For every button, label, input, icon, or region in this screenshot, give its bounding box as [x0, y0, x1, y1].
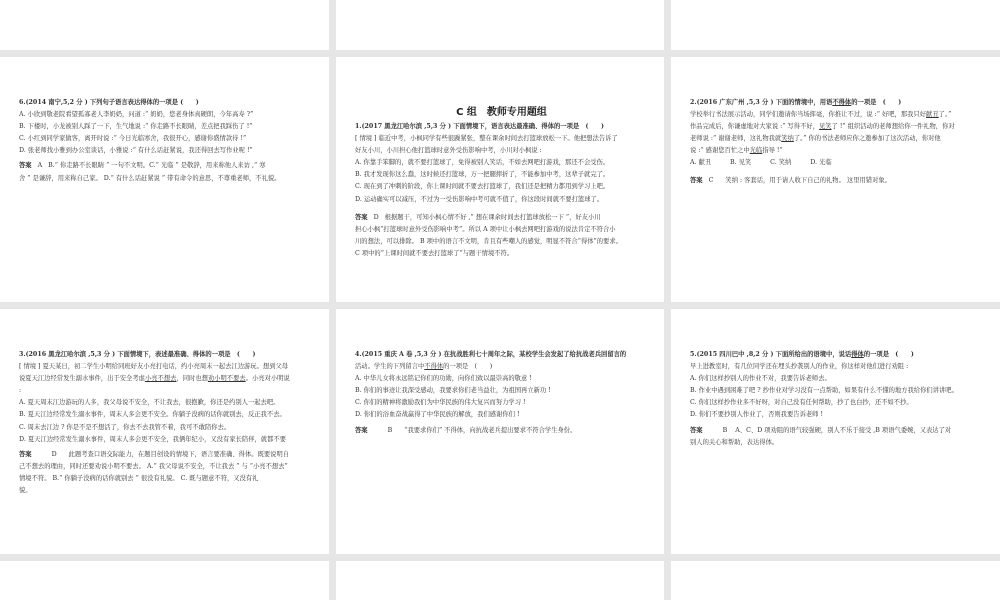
context-line	[690, 145, 984, 157]
answer-line	[690, 175, 984, 187]
option-b: B. 夏天江边经常发生溺水事件，周末人多会更不安全。你躺子没病的话你就别去，反正我不去。	[19, 411, 286, 419]
context-line: 好友小川，小川担心他打篮球时意外受伤影响中考，小川对小枫说 :	[355, 147, 542, 155]
underlined-term: 得体	[851, 351, 864, 358]
context-text: 说 :“ 感谢您百忙之中	[690, 147, 750, 155]
underlined-term: 不得体	[832, 99, 852, 106]
slide-top-middle	[336, 0, 664, 50]
answer-choice: D	[373, 213, 379, 221]
answer-choice: B	[722, 426, 728, 434]
slide-question-3[interactable]	[0, 309, 329, 554]
option-d: D. 运动确实可以减压，不过为一受伤影响中考可就不值了，你这段时间就不要打篮球了。	[355, 195, 604, 203]
context-line: [ 情境 ] 夏天某日，初二学生小明给同班好友小亮打电话，约小亮周末一起去江边游玩。想到父母	[19, 363, 289, 371]
slide-top-left	[0, 0, 329, 50]
context-text: 的一项是 ( )	[443, 363, 493, 371]
answer-line	[19, 160, 313, 172]
question-stem-text: 5.(2015 四川巴中 ,8,2 分 ) 下面所给出的语境中，说话	[690, 351, 852, 358]
answer-label: 答案	[355, 426, 368, 434]
underlined-term: 献丑	[926, 111, 939, 119]
answer-explanation: 己不想去的理由，同时还要劝说小明不要去。 A.“ 我父母说不安全，不让我去 ” 与 “小亮不想去”	[19, 462, 288, 470]
answer-explanation: 此题考查口语交际能力，在题目创设的情境下，语言要准确、得体。既要说明自	[68, 450, 290, 458]
context-text: 。小亮对小明说	[245, 375, 290, 383]
context-line	[690, 133, 984, 145]
context-text: 学校举行书法展示活动，同学们邀请你当场挥毫，你推让不过，说 :“ 好吧，那我只好	[690, 111, 927, 119]
answer-line	[355, 425, 648, 437]
answer-explanation: A、C、D 项劝阻的语气较强硬，别人不乐于接受 ,B 项语气委婉，又表达了对	[735, 426, 952, 434]
answer-explanation: 情境不符。 B.“ 你躺子没病的话你就别去 ” 很没有礼貌。 C. 既与题意不符，又没有礼	[19, 474, 259, 482]
underlined-term: 不得体	[424, 363, 444, 371]
section-heading: C 组 教师专用题组	[456, 107, 547, 118]
question-stem-tail: 的一项是 ( )	[851, 99, 902, 106]
question-stem: 3.(2016 黑龙江哈尔滨 ,5,3 分 ) 下面情境下，表述最准确、得体的一项是 ( )	[19, 351, 256, 358]
option-b: B. 我才发现你这么蠢，这时候还打篮球，万一把腿摔折了，不能参加中考，这辈子就完了。	[355, 171, 610, 179]
slide-question-5[interactable]	[671, 309, 1000, 554]
underlined-term: 小亮不想去	[144, 375, 177, 383]
option-b: B. 作业中遇到困难了吧 ? 抄作业对学习没有一点帮助，如果有什么不懂的地方我给你们讲讲吧。	[690, 387, 958, 395]
answer-line	[19, 449, 313, 461]
answer-explanation: 根据题干，可知小枫心情不好 ,“ 想在课余时间去打篮球放松一下 ”，好友小川	[384, 213, 601, 221]
slide-question-4[interactable]	[336, 309, 664, 554]
answer-choice: D	[51, 450, 57, 458]
answer-explanation: 别人的关心和帮助，表达得体。	[690, 438, 779, 446]
slide-top-right	[671, 0, 1000, 50]
slide-question-6[interactable]	[0, 57, 329, 302]
answer-choice: B	[387, 426, 393, 434]
option-c: C. 现在到了冲刺的阶段，你上课时间就不要去打篮球了，我们还是把精力都用到学习上吧。	[355, 183, 610, 191]
question-stem: 1.(2017 黑龙江哈尔滨 ,5,3 分 ) 下面情境下，语言表达最准确、得体的一项是 ( )	[355, 123, 605, 130]
slide-bottom-middle	[336, 561, 664, 600]
slide-bottom-right	[671, 561, 1000, 600]
option-d: D. 张老师找小雅到办公室谈话，小雅说 :“ 有什么话赶紧说，我还得回去写作业呢 !”	[19, 147, 253, 155]
answer-explanation: 舍 ” 是谦辞，用来称自己家。 D.“ 有什么话赶紧说 ” 带有命令的意思，不尊重老师，不礼貌。	[19, 174, 281, 182]
context-line	[19, 373, 313, 385]
question-stem	[690, 97, 984, 109]
question-stem	[690, 349, 984, 361]
context-line	[355, 361, 648, 373]
context-text: 了。” 你的书法老师应你之邀参加了这次活动，你对他	[793, 135, 941, 143]
option-a: A. 你靠手笨脚的，就不要打篮球了，免得被别人笑话，不如去网吧打游戏，那还不会受伤。	[355, 159, 610, 167]
option-d: D. 你们不要抄别人作业了，否则我要告诉老师 !	[690, 411, 823, 419]
context-line: 早上进教室时，有几位同学还在埋头抄袭别人的作业，你这样对他们进行劝阻 :	[690, 363, 909, 371]
answer-choice: C	[708, 176, 714, 184]
context-text: 了。”	[938, 111, 952, 119]
answer-line	[355, 212, 648, 224]
question-stem-text: 2.(2016 广东广州 ,5,3 分 ) 下面的情境中，用语	[690, 99, 833, 106]
answer-explanation: “我要求你们” 不得体，向抗战老兵提出要求不符合学生身份。	[404, 426, 577, 434]
context-text: 活动。学生的下列留言中	[355, 363, 425, 371]
context-text: 老师说 :“ 谢谢老师，这礼物我就	[690, 135, 782, 143]
answer-explanation: 笑纳 : 客套话，用于请人收下自己的礼物。 这里用错对象。	[725, 176, 891, 184]
answer-label: 答案	[690, 176, 703, 184]
answer-label: 答案	[355, 213, 368, 221]
context-line: :	[19, 387, 22, 395]
underlined-term: 笑纳	[781, 135, 794, 143]
underlined-term: 光临	[749, 147, 763, 155]
option-c: C. 小红到同学家做客，离开时说 :“ 今日光临寒舍，我很开心，感谢你盛情款待 !”	[19, 135, 247, 143]
option-d: D. 你们的浴血奋战赢得了中华民族的解放，我们感谢你们 !	[355, 411, 520, 419]
option-c: C. 你们这样抄作业多不好呀，对自己没有任何帮助，抄了也白抄，还不如不抄。	[690, 399, 913, 407]
answer-label: 答案	[19, 450, 32, 458]
answer-label: 答案	[19, 162, 32, 170]
question-stem-tail: 的一项是 ( )	[863, 351, 914, 358]
option-c: C. 周末去江边 ? 你是不是不想活了，你去不去我管不着，我可不敢陪你去。	[19, 423, 231, 431]
option-a: A. 中华儿女将永远铭记你们的功勋，向你们致以最崇高的敬意 !	[355, 375, 532, 383]
answer-explanation: 川的想法，可以排除。 B 项中的语言不文明，肯且有些嘲人的感觉，明显不符合“得体”的要求。	[355, 237, 622, 245]
option-a: A. 小欣到敬老院看望孤寡老人李奶奶，问道 :“ 奶奶，您老身体真硬朗，今年高寿 ?”	[19, 111, 254, 119]
option-a: A. 夏天周末江边游玩的人多，我父母说不安全，不让我去，很抱歉，你还是约别人一起去吧。	[19, 399, 280, 407]
option-d: D. 夏天江边经常发生溺水事件，周末人多会更不安全，我俩年纪小，又没有家长陪伴，就都不要	[19, 435, 286, 443]
context-text: 指导 !”	[762, 147, 783, 155]
option-b: B. 你们的事迹让我深受感动，我要求你们老当益壮，为祖国再立新功 !	[355, 387, 551, 395]
answer-explanation: B.“ 你走路不长眼睛 ” 一句不文明。C.“ 光临 ” 是敬辞，用来称他人来访 ,“ 寒	[48, 162, 266, 170]
underlined-term: 见笑	[819, 123, 832, 131]
context-text: ，同时也想	[176, 375, 208, 383]
context-text: 作品完成后，你谦虚地对大家说 :“ 写得不好，	[690, 123, 819, 131]
option-b: B. 下楼时，小龙被别人踩了一下，生气地说 :“ 你走路不长眼睛，差点把我踩伤了 !”	[19, 123, 253, 131]
option-a: A. 你们这样抄别人的作业不对，我要告诉老师去。	[690, 375, 831, 383]
question-stem: 6.(2014 南宁,5,2 分 ) 下列句子语言表达得体的一项是 ( )	[19, 99, 199, 106]
context-line	[690, 109, 984, 121]
answer-explanation: C 项中的“上课时间就不要去打篮球了”与题干情境不符。	[355, 249, 514, 257]
context-text: 说夏天江边经常发生溺水事件，出于安全考虑	[19, 375, 145, 383]
option-c: C. 你们的精神将激励我们为中华民族的伟大复兴而努力学习 !	[355, 399, 526, 407]
underlined-term: 劝小明不要去	[207, 375, 246, 383]
options-line: A. 献丑 B. 见笑 C. 笑纳 D. 光临	[690, 159, 832, 167]
slide-bottom-left	[0, 561, 329, 600]
context-line: [ 情境 ] 临近中考，小枫同学有些很躁紧张，整在课余时间去打篮球放松一下。他把想法告诉了	[355, 135, 618, 143]
slide-question-2[interactable]	[671, 57, 1000, 302]
slide-group-c-question-1[interactable]	[336, 57, 664, 302]
answer-line	[690, 425, 984, 437]
answer-label: 答案	[690, 426, 703, 434]
answer-choice: A	[37, 162, 43, 170]
answer-explanation: 担心小枫“打篮球时意外受伤影响中考”。所以 A 项中让小枫去网吧打游戏的说法肯定不符合小	[355, 225, 616, 233]
question-stem: 4.(2015 重庆 A 卷 ,5,3 分 ) 在抗战胜利七十周年之际，某校学生会发起了给抗战老兵回留言的	[355, 351, 627, 358]
answer-explanation: 貌。	[19, 487, 32, 495]
context-text: 了 !” 组织活动的老师想给你一件礼物，你对	[831, 123, 955, 131]
context-line	[690, 121, 984, 133]
